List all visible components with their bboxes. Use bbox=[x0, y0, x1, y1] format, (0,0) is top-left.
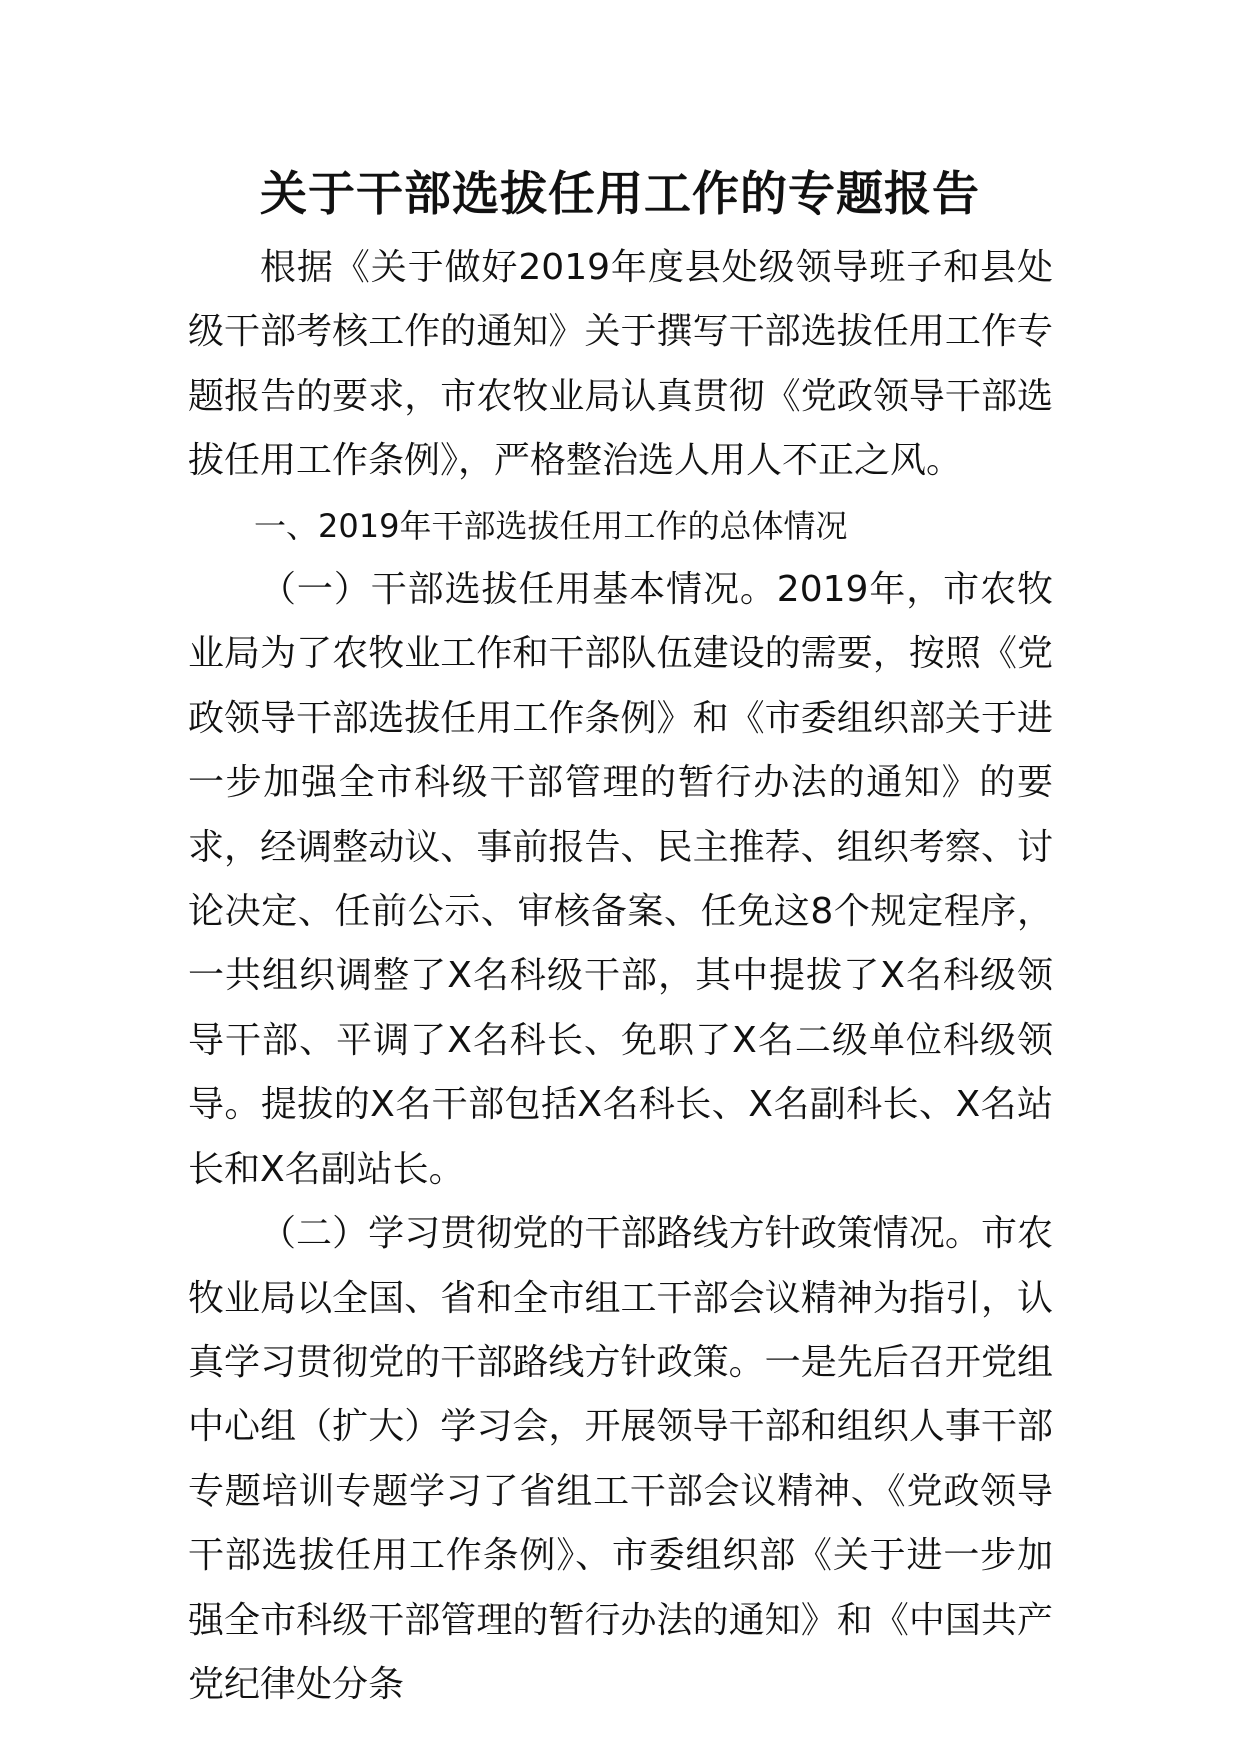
document-body bbox=[188, 236, 1053, 1717]
section-heading: 一、2019年干部选拔任用工作的总体情况 bbox=[254, 506, 848, 545]
section-paragraph: （一）干部选拔任用基本情况。2019年，市农牧业局为了农牧业工作和干部队伍建设的需要，按照《党政领导干部选拔任用工作条例》和《市委组织部关于进一步加强全市科级干部管理的暂行办法的通知》的要求，经调整动议、事前报告、民主推荐、组织考察、讨论决定、任前公示、审核备案、任免这8个规定程序，一共组织调整了X名科级干部，其中提拔了X名科级领导干部、平调了X名科长、免职了X名二级单位科级领导。提拔的X名干部包括X名科长、X名副科长、X名站长和X名副站长。 bbox=[188, 569, 1053, 1190]
section-paragraph: （二）学习贯彻党的干部路线方针政策情况。市农牧业局以全国、省和全市组工干部会议精神为指引，认真学习贯彻党的干部路线方针政策。一是先后召开党组中心组（扩大）学习会，开展领导干部和组织人事干部专题培训专题学习了省组工干部会议精神、《党政领导干部选拔任用工作条例》、市委组织部《关于进一步加强全市科级干部管理的暂行办法的通知》和《中国共产党纪律处分条 bbox=[188, 1213, 1053, 1705]
intro-paragraph: 根据《关于做好2019年度县处级领导班子和县处级干部考核工作的通知》关于撰写干部选拔任用工作专题报告的要求，市农牧业局认真贯彻《党政领导干部选拔任用工作条例》，严格整治选人用人不正之风。 bbox=[188, 247, 1053, 482]
document-title: 关于干部选拔任用工作的专题报告 bbox=[260, 167, 980, 222]
